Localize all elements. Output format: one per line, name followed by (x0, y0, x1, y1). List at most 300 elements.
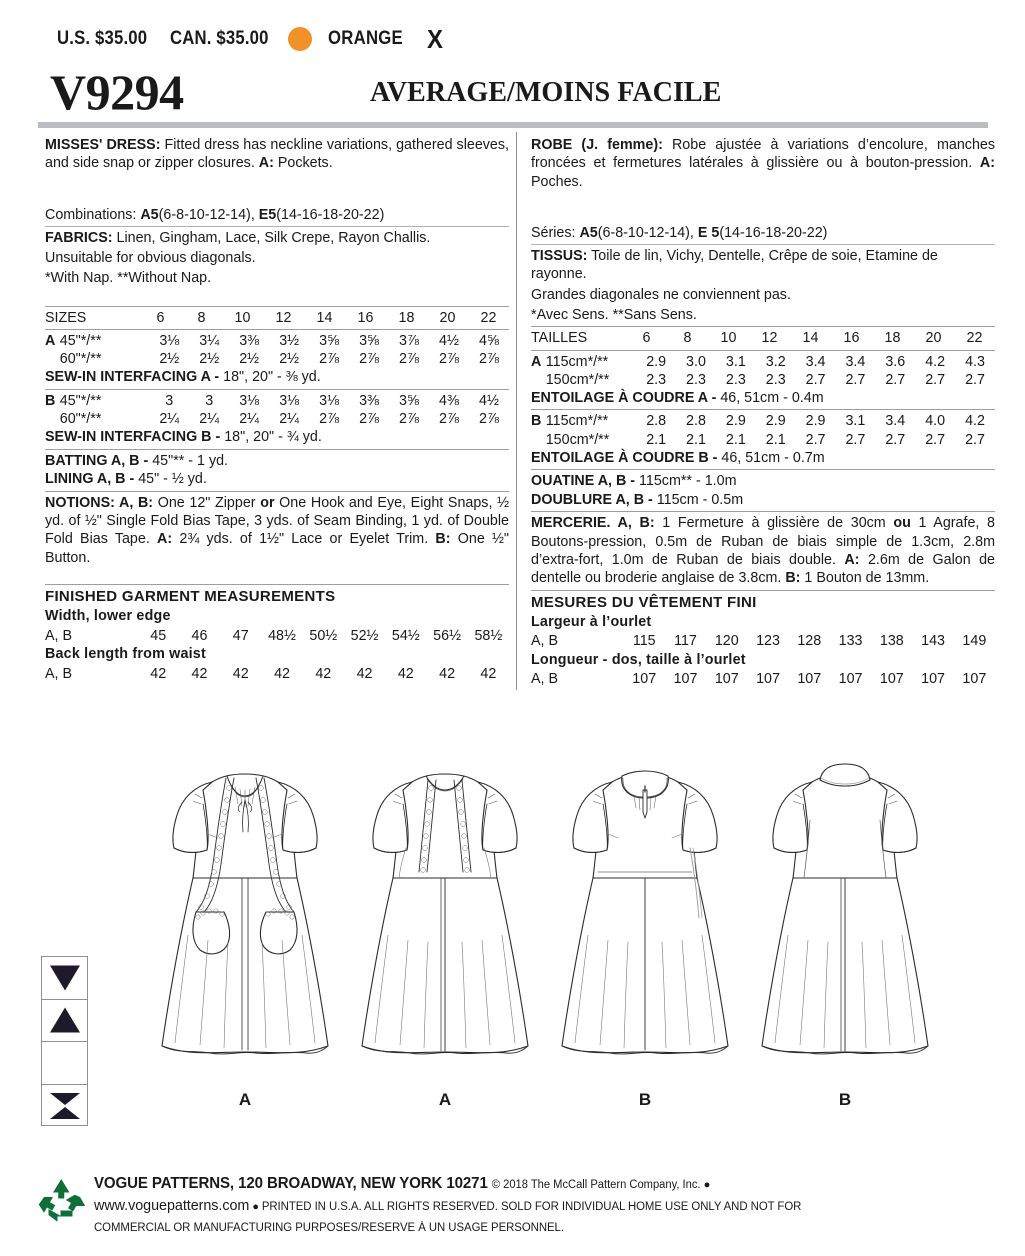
french-fgm-sub1: Largeur à l’ourlet (531, 613, 652, 630)
yardage-cell: 3¼ (199, 332, 220, 349)
fgm-cell: 107 (632, 671, 657, 688)
yardage-cell: 2.9 (805, 413, 826, 430)
yardage-cell: 4.2 (965, 413, 985, 430)
difficulty-cell-1 (42, 957, 87, 1000)
size-col: 10 (234, 309, 251, 326)
size-col: 14 (802, 330, 819, 347)
fgm-cell: 42 (480, 665, 497, 682)
french-yardage-table (531, 329, 995, 347)
view-letter (531, 431, 546, 449)
yardage-cell: 2⅞ (399, 351, 419, 368)
french-lining-label: DOUBLURE A, B - (531, 491, 657, 508)
yardage-cell: 4.0 (925, 413, 946, 430)
french-notions-b: B: (785, 570, 801, 587)
view-label-b-front: B (638, 1090, 652, 1109)
french-fgm-row1 (531, 632, 995, 651)
size-col: 22 (966, 330, 983, 347)
english-notions-text2: One Hook and Eye, Eight Snaps, ½ yd. of ½" Single Fold Bias Tape, 3 yds. of Seam Binding, 1 yd. of Double Fold Bias Tape. (45, 494, 509, 548)
fgm-cell: 42 (191, 665, 208, 682)
french-notions-a-text: 2.6m de Galon de dentelle ou broderie anglaise de 3.8cm. (531, 552, 995, 587)
yardage-cell: 2⅞ (359, 351, 379, 368)
fgm-cell: 50½ (309, 627, 338, 644)
view-letter: B (45, 392, 56, 409)
english-sizes-header: SIZES (45, 309, 87, 326)
yardage-cell: 2.7 (965, 431, 985, 448)
french-combinations-label: Séries: (531, 224, 580, 241)
english-fabrics-label: FABRICS: (45, 229, 113, 246)
french-batting (531, 472, 995, 491)
fgm-cell: 54½ (391, 627, 420, 644)
yardage-cell: 3 (165, 392, 174, 409)
table-row (45, 309, 509, 327)
english-combinations-a-sizes: (6-8-10-12-14), (158, 206, 259, 223)
english-notions-label: NOTIONS: A, B: (45, 494, 154, 511)
english-batting (45, 452, 509, 471)
english-yardage-a (45, 332, 509, 368)
table-row (531, 353, 995, 371)
yardage-cell: 3.0 (686, 353, 706, 370)
english-fabrics-text: Linen, Gingham, Lace, Silk Crepe, Rayon Challis. (112, 229, 431, 246)
yardage-cell: 2⅞ (479, 351, 499, 368)
rule (45, 389, 509, 390)
yardage-cell: 2⅞ (319, 410, 340, 427)
fgm-cell: 107 (714, 671, 739, 688)
english-lining (45, 470, 509, 489)
yardage-cell: 2.1 (646, 431, 667, 448)
yardage-cell: 3.4 (805, 353, 826, 370)
fgm-cell: 42 (315, 665, 332, 682)
rule (45, 329, 509, 330)
fgm-cell: 107 (962, 671, 987, 688)
english-combinations-label: Combinations: (45, 206, 141, 223)
yardage-cell: 2⅞ (359, 410, 379, 427)
fgm-cell: 47 (232, 627, 249, 644)
yardage-cell: 2¼ (199, 410, 220, 427)
rule (531, 326, 995, 327)
price-us: U.S. $35.00 (57, 28, 148, 49)
yardage-cell: 4.3 (965, 353, 985, 370)
rule (45, 306, 509, 307)
english-fabrics-line2: Unsuitable for obvious diagonals. (45, 250, 256, 267)
fgm-cell: 42 (397, 665, 414, 682)
french-description-text2: Poches. (531, 173, 583, 190)
spacer (531, 193, 995, 224)
table-row (531, 670, 995, 689)
yardage-cell: 2¼ (279, 410, 300, 427)
yardage-cell: 3.6 (885, 353, 906, 370)
yardage-cell: 3⅝ (399, 392, 419, 409)
fgm-cell: 107 (756, 671, 780, 688)
english-combinations (45, 206, 509, 224)
yardage-cell: 2⅞ (439, 410, 459, 427)
yardage-cell: 3⅛ (239, 392, 260, 409)
fabric-width: 150cm*/** (545, 371, 610, 388)
size-col: 12 (275, 309, 292, 326)
size-col: 12 (761, 330, 778, 347)
size-col: 20 (439, 309, 456, 326)
fgm-cell: 42 (356, 665, 373, 682)
yardage-cell: 2.7 (805, 431, 826, 448)
english-fgm-sub1: Width, lower edge (45, 608, 171, 625)
view-label-a-back: A (438, 1090, 452, 1109)
fabric-width: 60"*/** (59, 351, 102, 368)
triangle-up-icon (50, 1008, 80, 1033)
table-row (45, 410, 509, 428)
english-lining-label: LINING A, B - (45, 471, 139, 488)
english-combinations-a: A5 (140, 206, 159, 223)
fgm-cell: 120 (714, 633, 739, 650)
difficulty-cell-3 (42, 1042, 87, 1085)
table-row (531, 632, 995, 651)
yardage-cell: 2½ (159, 351, 180, 368)
fabric-width: 45"*/** (59, 332, 102, 349)
view-label-a-front: A (238, 1090, 252, 1109)
yardage-cell: 3⅝ (319, 332, 340, 349)
yardage-cell: 3 (205, 392, 214, 409)
view-letter (531, 371, 546, 389)
fgm-cell: 58½ (474, 627, 503, 644)
french-interfacing-a (531, 389, 995, 408)
yardage-cell: 3⅞ (399, 332, 419, 349)
yardage-cell: 3.2 (765, 353, 786, 370)
english-description-text2: Pockets. (273, 155, 333, 172)
english-yardage-table (45, 309, 509, 327)
color-name: ORANGE (327, 28, 403, 49)
yardage-cell: 2½ (239, 351, 260, 368)
french-sizes-header: TAILLES (531, 330, 588, 347)
illustration-view-b-front (550, 760, 740, 1110)
yardage-cell: 2.3 (725, 371, 746, 388)
french-notions-text2: 1 Agrafe, 8 Boutons-pression, 0.5m de Ruban de biais simple de 1.3cm, 2.8m d’extra-fort, 1.0m de Ruban de biais double. (531, 515, 996, 569)
yardage-cell: 2⅞ (439, 351, 459, 368)
yardage-cell: 2½ (199, 351, 220, 368)
english-interfacing-a-value: 18", 20" - ⅜ yd. (223, 369, 321, 386)
yardage-cell: 2.9 (646, 353, 667, 370)
price-can: CAN. $35.00 (169, 28, 269, 49)
yardage-cell: 2.3 (765, 371, 786, 388)
english-notions-b-text: One ½" Button. (45, 531, 510, 566)
french-lining (531, 491, 995, 510)
table-row (531, 412, 995, 430)
french-combinations-a: A5 (579, 224, 598, 241)
pattern-number: V9294 (50, 64, 184, 120)
yardage-cell: 4⅝ (479, 332, 499, 349)
french-interfacing-a-value: 46, 51cm - 0.4m (720, 389, 824, 406)
spacer (45, 175, 509, 206)
english-fgm-row1 (45, 627, 509, 646)
footer-legal-line1: PRINTED IN U.S.A. ALL RIGHTS RESERVED. SOLD FOR INDIVIDUAL HOME USE ONLY AND NOT FOR (261, 1201, 802, 1214)
table-row (45, 665, 509, 684)
fgm-cell: 107 (879, 671, 904, 688)
english-notions-or: or (260, 494, 275, 511)
english-notions (45, 494, 509, 567)
table-row (45, 350, 509, 368)
difficulty-cell-2 (42, 1000, 87, 1043)
yardage-cell: 2.7 (845, 431, 866, 448)
french-notions-a: A: (844, 552, 860, 569)
fabric-width: 60"*/** (59, 410, 102, 427)
fgm-cell: 52½ (350, 627, 379, 644)
english-interfacing-b-label: SEW-IN INTERFACING B - (45, 429, 225, 446)
dress-b-back-drawing (750, 760, 940, 1080)
english-lining-value: 45" - ½ yd. (138, 471, 207, 488)
french-yardage-b (531, 412, 995, 448)
yardage-cell: 2⅞ (479, 410, 499, 427)
fgm-cell: 107 (838, 671, 863, 688)
yardage-cell: 2.7 (805, 371, 826, 388)
french-notions (531, 514, 995, 587)
english-yardage-b (45, 392, 509, 428)
difficulty-label: AVERAGE/MOINS FACILE (370, 76, 722, 108)
illustration-view-b-back (750, 760, 940, 1110)
table-row (45, 627, 509, 646)
yardage-cell: 3.4 (885, 413, 906, 430)
table-row (45, 392, 509, 410)
yardage-cell: 2.9 (725, 413, 746, 430)
view-letter (45, 350, 60, 368)
english-interfacing-b (45, 428, 509, 447)
french-fgm-row2 (531, 670, 995, 689)
size-col: 18 (398, 309, 415, 326)
yardage-cell: 3.1 (725, 353, 746, 370)
yardage-cell: 4.2 (925, 353, 946, 370)
yardage-cell: 4½ (479, 392, 499, 409)
french-combinations-a-sizes: (6-8-10-12-14), (597, 224, 698, 241)
view-letter: A (45, 332, 56, 349)
dress-a-front-drawing (150, 760, 340, 1080)
english-interfacing-b-value: 18", 20" - ¾ yd. (224, 429, 322, 446)
fgm-cell: 107 (673, 671, 698, 688)
fgm-row-label: A, B (531, 671, 559, 688)
size-col: 14 (316, 309, 333, 326)
french-batting-value: 115cm** - 1.0m (639, 473, 737, 490)
english-column (45, 136, 509, 684)
french-combinations-e-sizes: (14-16-18-20-22) (719, 224, 828, 241)
dress-b-front-drawing (550, 760, 740, 1080)
french-combinations (531, 224, 995, 242)
fabric-width: 150cm*/** (545, 431, 610, 448)
english-batting-value: 45"** - 1 yd. (152, 452, 229, 469)
yardage-cell: 2.3 (646, 371, 667, 388)
english-interfacing-a (45, 368, 509, 387)
french-interfacing-b (531, 449, 995, 468)
size-col: 8 (683, 330, 692, 347)
fgm-cell: 115 (632, 633, 656, 650)
rule (531, 350, 995, 351)
bowtie-icon (49, 1092, 81, 1120)
english-nap-note: *With Nap. **Without Nap. (45, 270, 212, 287)
fgm-cell: 143 (921, 633, 946, 650)
yardage-cell: 4½ (439, 332, 459, 349)
english-description (45, 136, 509, 173)
english-combinations-e-sizes: (14-16-18-20-22) (276, 206, 385, 223)
yardage-cell: 2⅞ (319, 351, 340, 368)
french-nap-note: *Avec Sens. **Sans Sens. (531, 307, 697, 324)
fgm-cell: 56½ (433, 627, 461, 644)
english-notions-a: A: (157, 531, 173, 548)
triangle-down-icon (50, 965, 80, 990)
footer-website[interactable]: www.voguepatterns.com (94, 1198, 250, 1215)
fabric-width: 45"*/** (59, 392, 102, 409)
yardage-cell: 2.1 (765, 431, 786, 448)
table-row (531, 371, 995, 389)
yardage-cell: 4⅜ (439, 392, 459, 409)
size-col: 10 (720, 330, 737, 347)
size-col: 16 (357, 309, 374, 326)
fgm-cell: 138 (879, 633, 904, 650)
french-fabrics-text: Toile de lin, Vichy, Dentelle, Crêpe de soie, Etamine de rayonne. (531, 248, 938, 283)
fgm-cell: 48½ (268, 627, 296, 644)
french-notions-label: MERCERIE. A, B: (531, 515, 655, 532)
rule (531, 469, 995, 470)
yardage-cell: 3⅜ (239, 332, 260, 349)
fgm-row-label: A, B (531, 633, 559, 650)
rule (531, 511, 995, 512)
illustration-view-a-front (150, 760, 340, 1110)
size-col: 6 (156, 309, 165, 326)
english-fgm-sub2: Back length from waist (45, 646, 206, 663)
rule (531, 590, 995, 591)
yardage-cell: 3⅛ (159, 332, 180, 349)
recycle-icon (38, 1174, 86, 1226)
french-interfacing-b-label: ENTOILAGE À COUDRE B - (531, 449, 722, 466)
fgm-cell: 128 (797, 633, 822, 650)
french-interfacing-b-value: 46, 51cm - 0.7m (721, 449, 825, 466)
yardage-cell: 2.3 (686, 371, 706, 388)
english-interfacing-a-label: SEW-IN INTERFACING A - (45, 369, 224, 386)
fgm-cell: 42 (232, 665, 249, 682)
french-description-bold2: A: (979, 155, 995, 172)
rule (531, 244, 995, 245)
french-combinations-e: E 5 (697, 224, 720, 241)
yardage-cell: 3⅛ (279, 392, 300, 409)
french-interfacing-a-label: ENTOILAGE À COUDRE A - (531, 389, 721, 406)
difficulty-cell-4 (42, 1085, 87, 1128)
yardage-cell: 2.7 (925, 371, 946, 388)
yardage-cell: 2½ (279, 351, 300, 368)
yardage-cell: 3⅛ (319, 392, 340, 409)
price-row (57, 26, 444, 52)
french-lining-value: 115cm - 0.5m (656, 491, 744, 508)
color-dot-icon (288, 27, 312, 51)
english-fabrics (45, 229, 509, 247)
yardage-cell: 2.1 (686, 431, 706, 448)
table-row (531, 329, 995, 347)
rule (45, 584, 509, 585)
french-column (531, 136, 995, 689)
yardage-cell: 3½ (279, 332, 300, 349)
size-col: 22 (480, 309, 497, 326)
footer-legal-line2: COMMERCIAL OR MANUFACTURING PURPOSES/RESERVE Á UN USAGE PERSONNEL. (94, 1221, 564, 1234)
english-batting-label: BATTING A, B - (45, 452, 153, 469)
fgm-cell: 107 (921, 671, 946, 688)
yardage-cell: 3⅜ (359, 392, 379, 409)
fgm-cell: 133 (838, 633, 863, 650)
yardage-cell: 2.9 (765, 413, 786, 430)
fgm-cell: 107 (797, 671, 822, 688)
yardage-cell: 3.1 (845, 413, 866, 430)
fgm-cell: 42 (150, 665, 167, 682)
fabric-width: 115cm*/** (545, 413, 609, 430)
garment-illustrations (150, 760, 940, 1110)
rule (45, 226, 509, 227)
footer-text (94, 1172, 984, 1237)
yardage-cell: 2.7 (925, 431, 946, 448)
size-col: 8 (197, 309, 206, 326)
yardage-cell: 2.8 (686, 413, 706, 430)
yardage-cell: 2.8 (646, 413, 667, 430)
english-fgm-title: FINISHED GARMENT MEASUREMENTS (45, 588, 336, 606)
yardage-cell: 3.4 (845, 353, 866, 370)
view-label-b-back: B (838, 1090, 852, 1109)
fgm-cell: 42 (439, 665, 456, 682)
english-notions-b: B: (435, 531, 451, 548)
french-fabrics (531, 247, 995, 284)
french-notions-b-text: 1 Bouton de 13mm. (800, 570, 930, 587)
table-row (531, 431, 995, 449)
yardage-cell: 2¼ (239, 410, 260, 427)
english-description-bold2: A: (258, 155, 274, 172)
rule (45, 449, 509, 450)
footer-company: VOGUE PATTERNS, 120 BROADWAY, NEW YORK 10271 (94, 1175, 488, 1192)
fgm-cell: 149 (962, 633, 987, 650)
fgm-cell: 117 (674, 633, 697, 650)
yardage-cell: 2.7 (885, 431, 906, 448)
rule (45, 491, 509, 492)
french-description (531, 136, 995, 191)
yardage-cell: 2.7 (965, 371, 985, 388)
view-letter (45, 410, 60, 428)
fgm-cell: 45 (150, 627, 167, 644)
french-fgm-sub2: Longueur - dos, taille à l’ourlet (531, 652, 746, 669)
yardage-cell: 2.7 (845, 371, 866, 388)
fgm-row-label: A, B (45, 665, 73, 682)
yardage-cell: 2¼ (159, 410, 180, 427)
french-yardage-a (531, 353, 995, 389)
footer-copyright: © 2018 The McCall Pattern Company, Inc. (491, 1179, 701, 1191)
rule (531, 409, 995, 410)
fgm-cell: 123 (756, 633, 780, 650)
fgm-row-label: A, B (45, 627, 73, 644)
header-divider (38, 122, 988, 128)
french-notions-or: ou (893, 515, 911, 532)
yardage-cell: 2⅞ (399, 410, 419, 427)
french-fgm-title: MESURES DU VÊTEMENT FINI (531, 593, 757, 611)
fabric-width: 115cm*/** (545, 353, 609, 370)
french-notions-text: 1 Fermeture à glissière de 30cm (654, 515, 894, 532)
yardage-cell: 2.7 (885, 371, 906, 388)
dress-a-back-drawing (350, 760, 540, 1080)
x-mark-icon: X (426, 24, 443, 54)
column-divider (516, 132, 517, 690)
size-col: 6 (642, 330, 651, 347)
english-description-label: MISSES' DRESS: (45, 137, 161, 153)
yardage-cell: 2.1 (725, 431, 746, 448)
french-description-label: ROBE (J. femme): (531, 137, 663, 153)
english-notions-a-text: 2¾ yds. of 1½" Lace or Eyelet Trim. (172, 531, 436, 548)
size-col: 18 (884, 330, 901, 347)
english-notions-text: One 12" Zipper (153, 494, 261, 511)
table-row (45, 332, 509, 350)
size-col: 20 (925, 330, 942, 347)
footer-website-line: www.voguepatterns.com ● PRINTED IN U.S.A. ALL RIGHTS RESERVED. SOLD FOR INDIVIDUAL HOME USE ONLY AND NOT FOR (94, 1198, 802, 1215)
english-fgm-row2 (45, 665, 509, 684)
english-description-text: Fitted dress has neckline variations, gathered sleeves, and side snap or zipper closures. (45, 137, 509, 172)
french-fabrics-line2: Grandes diagonales ne conviennent pas. (531, 286, 791, 303)
illustration-view-a-back (350, 760, 540, 1110)
fgm-cell: 42 (274, 665, 290, 682)
french-fabrics-label: TISSUS: (531, 248, 588, 265)
